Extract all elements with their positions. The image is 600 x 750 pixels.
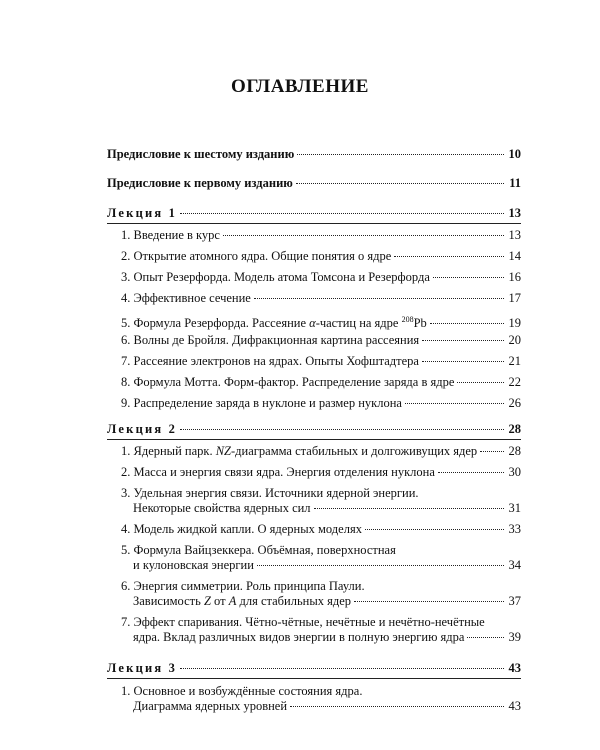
leader-dots bbox=[354, 601, 504, 602]
toc-item[interactable] bbox=[121, 291, 521, 306]
toc-item[interactable] bbox=[121, 465, 521, 480]
leader-dots bbox=[467, 637, 504, 638]
toc-page-number: 33 bbox=[508, 522, 521, 536]
label-part: для стабильных ядер bbox=[239, 594, 352, 608]
toc-item-label: Некоторые свойства ядерных сил bbox=[133, 501, 311, 515]
toc-lecture-3[interactable] bbox=[107, 661, 521, 676]
toc-item-label: ядра. Вклад различных видов энергии в полную энергию ядра bbox=[133, 630, 465, 644]
toc-entry-preface-6[interactable] bbox=[107, 147, 521, 162]
toc-page-number: 10 bbox=[508, 147, 521, 161]
toc-entry-preface-1[interactable] bbox=[107, 176, 521, 191]
toc-item-label bbox=[121, 444, 477, 459]
leader-dots bbox=[430, 323, 504, 324]
toc-page-number: 11 bbox=[509, 176, 521, 190]
label-part: -диаграмма стабильных и долгоживущих ядер bbox=[231, 444, 478, 458]
toc-entry-label: Предисловие к шестому изданию bbox=[107, 147, 295, 161]
toc-page-number: 26 bbox=[508, 396, 521, 410]
toc-page-number: 28 bbox=[508, 444, 521, 458]
toc-item-first-line: 5. Формула Вайцзеккера. Объёмная, поверхностная bbox=[121, 543, 396, 557]
toc-page-number: 17 bbox=[508, 291, 521, 305]
toc-item[interactable] bbox=[121, 558, 521, 573]
mass-number: 208 bbox=[401, 315, 414, 324]
toc-item-label: 4. Модель жидкой капли. О ядерных моделях bbox=[121, 522, 362, 536]
toc-item-first-line: 1. Основное и возбуждённые состояния ядра. bbox=[121, 684, 363, 698]
toc-item[interactable] bbox=[121, 228, 521, 243]
toc-item-label: и кулоновская энергии bbox=[133, 558, 254, 572]
toc-page-number: 43 bbox=[508, 699, 521, 713]
toc-item-label: Диаграмма ядерных уровней bbox=[133, 699, 288, 713]
toc-page-number: 20 bbox=[508, 333, 521, 347]
leader-dots bbox=[480, 451, 504, 452]
toc-page-number: 30 bbox=[508, 465, 521, 479]
toc-item-first-line: 7. Эффект спаривания. Чётно-чётные, нечётные и нечётно-нечётные bbox=[121, 615, 485, 629]
toc-page-number: 28 bbox=[508, 422, 521, 436]
toc-page-number: 43 bbox=[508, 661, 521, 675]
toc-item[interactable] bbox=[121, 333, 521, 348]
lecture-label: Лекция 3 bbox=[107, 661, 178, 675]
toc-page-number: 34 bbox=[508, 558, 521, 572]
toc-page-number: 22 bbox=[508, 375, 521, 389]
toc-item-label: 9. Распределение заряда в нуклоне и размер нуклона bbox=[121, 396, 402, 410]
divider bbox=[107, 678, 521, 679]
element-symbol: Pb bbox=[413, 316, 427, 330]
toc-item[interactable] bbox=[121, 699, 521, 714]
toc-item[interactable] bbox=[121, 630, 521, 645]
toc-item[interactable] bbox=[121, 249, 521, 264]
leader-dots bbox=[405, 403, 504, 404]
label-part: Зависимость bbox=[133, 594, 201, 608]
toc-page-number: 14 bbox=[508, 249, 521, 263]
leader-dots bbox=[422, 340, 504, 341]
leader-dots bbox=[257, 565, 504, 566]
toc-page-number: 31 bbox=[508, 501, 521, 515]
toc-item[interactable] bbox=[121, 396, 521, 411]
lecture-label: Лекция 2 bbox=[107, 422, 178, 436]
leader-dots bbox=[457, 382, 504, 383]
leader-dots bbox=[314, 508, 504, 509]
toc-item-first-line: 3. Удельная энергия связи. Источники ядерной энергии. bbox=[121, 486, 419, 500]
toc-page-number: 37 bbox=[508, 594, 521, 608]
toc-page-number: 16 bbox=[508, 270, 521, 284]
toc-item[interactable] bbox=[121, 312, 521, 331]
leader-dots bbox=[297, 154, 504, 155]
label-part: -частиц на ядре bbox=[315, 316, 399, 330]
toc-page-number: 21 bbox=[508, 354, 521, 368]
toc-lecture-1[interactable] bbox=[107, 206, 521, 221]
toc-entry-label: Предисловие к первому изданию bbox=[107, 176, 293, 190]
divider bbox=[107, 439, 521, 440]
leader-dots bbox=[290, 706, 504, 707]
leader-dots bbox=[254, 298, 504, 299]
toc-page-number: 19 bbox=[508, 316, 521, 330]
leader-dots bbox=[296, 183, 504, 184]
toc-item-label: 8. Формула Мотта. Форм-фактор. Распределение заряда в ядре bbox=[121, 375, 455, 389]
toc-item-label: 1. Введение в курс bbox=[121, 228, 220, 242]
toc-page-number: 13 bbox=[508, 228, 521, 242]
label-part: 1. Ядерный парк. bbox=[121, 444, 213, 458]
toc-item-label bbox=[121, 312, 427, 331]
toc-item[interactable] bbox=[121, 444, 521, 459]
toc-page-number: 13 bbox=[508, 206, 521, 220]
toc-item[interactable] bbox=[121, 375, 521, 390]
toc-item-label: 7. Рассеяние электронов на ядрах. Опыты Хофштадтера bbox=[121, 354, 419, 368]
toc-item-label bbox=[121, 594, 351, 609]
toc-item-label: 2. Открытие атомного ядра. Общие понятия о ядре bbox=[121, 249, 392, 263]
alpha-symbol: α bbox=[309, 316, 316, 330]
label-part: 5. Формула Резерфорда. Рассеяние bbox=[121, 316, 306, 330]
page-title: ОГЛАВЛЕНИЕ bbox=[231, 76, 369, 97]
toc-lecture-2[interactable] bbox=[107, 422, 521, 437]
toc-item[interactable] bbox=[121, 354, 521, 369]
toc-item[interactable] bbox=[121, 501, 521, 516]
leader-dots bbox=[433, 277, 504, 278]
leader-dots bbox=[438, 472, 504, 473]
a-symbol: A bbox=[228, 594, 237, 608]
leader-dots bbox=[180, 213, 504, 214]
label-part: от bbox=[214, 594, 226, 608]
z-symbol: Z bbox=[203, 594, 211, 608]
toc-item-label: 3. Опыт Резерфорда. Модель атома Томсона и Резерфорда bbox=[121, 270, 430, 284]
leader-dots bbox=[180, 668, 504, 669]
leader-dots bbox=[365, 529, 504, 530]
toc-item[interactable] bbox=[121, 522, 521, 537]
leader-dots bbox=[180, 429, 504, 430]
lecture-label: Лекция 1 bbox=[107, 206, 178, 220]
leader-dots bbox=[394, 256, 504, 257]
toc-item-label: 4. Эффективное сечение bbox=[121, 291, 251, 305]
toc-page-number: 39 bbox=[508, 630, 521, 644]
nz-symbol: NZ bbox=[215, 444, 232, 458]
toc-item[interactable] bbox=[121, 594, 521, 609]
toc-item-label: 2. Масса и энергия связи ядра. Энергия отделения нуклона bbox=[121, 465, 435, 479]
leader-dots bbox=[223, 235, 504, 236]
toc-item-label: 6. Волны де Бройля. Дифракционная картина рассеяния bbox=[121, 333, 420, 347]
toc-item-first-line: 6. Энергия симметрии. Роль принципа Паули. bbox=[121, 579, 365, 593]
toc-item[interactable] bbox=[121, 270, 521, 285]
divider bbox=[107, 223, 521, 224]
leader-dots bbox=[422, 361, 504, 362]
